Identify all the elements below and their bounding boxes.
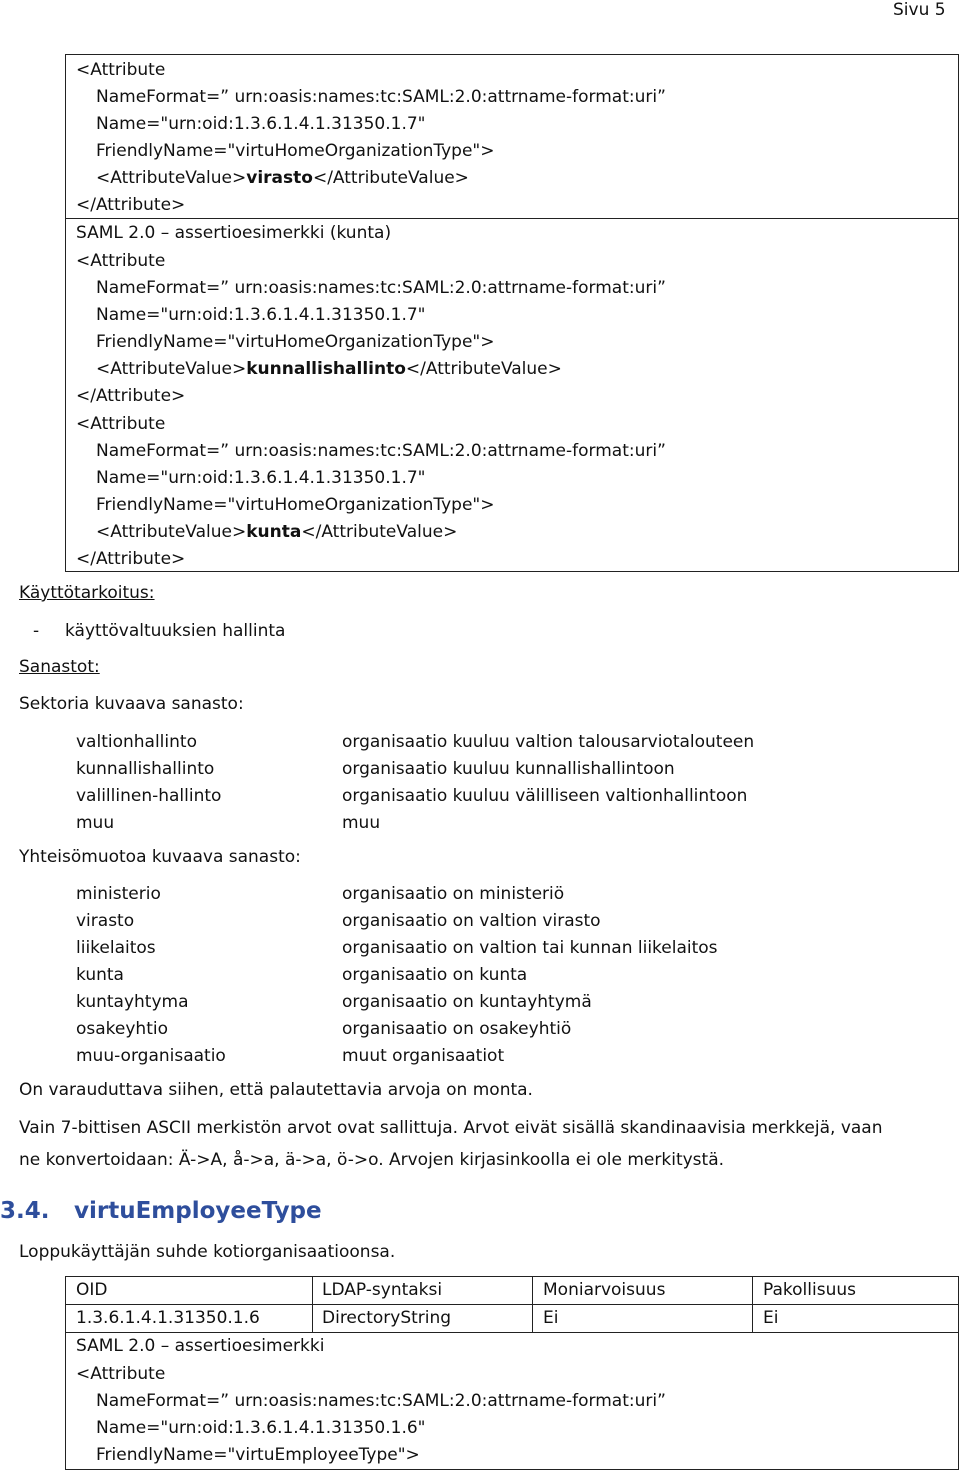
code-line: FriendlyName="virtuHomeOrganizationType"> [96,141,495,161]
vocab-description: organisaatio kuuluu kunnallishallintoon [342,759,675,779]
code-line: <Attribute [76,251,166,271]
section-number: 3.4. [0,1198,50,1224]
vocab-description: organisaatio on ministeriö [342,884,565,904]
code-line: NameFormat=” urn:oasis:names:tc:SAML:2.0:attrname-format:uri” [96,441,666,461]
table-header-cell: OID [76,1280,108,1300]
code-line: NameFormat=” urn:oasis:names:tc:SAML:2.0:attrname-format:uri” [96,87,666,107]
example-heading: SAML 2.0 – assertioesimerkki [76,1336,325,1356]
vocab-term: kunnallishallinto [76,759,215,779]
section-title: virtuEmployeeType [74,1198,322,1224]
vocab-label: Sanastot: [19,657,100,677]
column-divider [752,1277,753,1332]
page-number: Sivu 5 [893,0,946,20]
code-line: Name="urn:oid:1.3.6.1.4.1.31350.1.6" [96,1418,426,1438]
vocab-description: organisaatio on valtion tai kunnan liikelaitos [342,938,718,958]
code-line: NameFormat=” urn:oasis:names:tc:SAML:2.0:attrname-format:uri” [96,1391,666,1411]
table-header-cell: Pakollisuus [763,1280,856,1300]
code-line: <Attribute [76,1364,166,1384]
code-line: <Attribute [76,60,166,80]
column-divider [532,1277,533,1332]
code-line-attribute-value: <AttributeValue>kunta</AttributeValue> [96,522,458,542]
code-line-attribute-value: <AttributeValue>virasto</AttributeValue> [96,168,469,188]
vocab-description: organisaatio on kuntayhtymä [342,992,592,1012]
vocab-term: muu [76,813,115,833]
table-cell: 1.3.6.1.4.1.31350.1.6 [76,1308,260,1328]
code-line: </Attribute> [76,386,186,406]
vocab-term: virasto [76,911,135,931]
table-cell: Ei [763,1308,779,1328]
table-cell: Ei [543,1308,559,1328]
vocab-description: organisaatio kuuluu valtion talousarviotalouteen [342,732,755,752]
code-line: </Attribute> [76,195,186,215]
vocab-term: valillinen-hallinto [76,786,222,806]
divider [66,218,958,219]
code-line: FriendlyName="virtuHomeOrganizationType"> [96,332,495,352]
example-heading: SAML 2.0 – assertioesimerkki (kunta) [76,223,392,243]
code-line: FriendlyName="virtuEmployeeType"> [96,1445,420,1465]
code-line: Name="urn:oid:1.3.6.1.4.1.31350.1.7" [96,468,426,488]
vocab-description: muu [342,813,381,833]
table-cell: DirectoryString [322,1308,452,1328]
code-line: </Attribute> [76,549,186,569]
table-header-cell: LDAP-syntaksi [322,1280,443,1300]
vocab-term: kuntayhtyma [76,992,189,1012]
note-paragraph: ne konvertoidaan: Ä->A, å->a, ä->a, ö->o. Arvojen kirjasinkoolla ei ole merkitystä. [19,1150,725,1170]
vocab-description: organisaatio on osakeyhtiö [342,1019,572,1039]
column-divider [312,1277,313,1332]
vocab-term: kunta [76,965,124,985]
code-line: Name="urn:oid:1.3.6.1.4.1.31350.1.7" [96,114,426,134]
table-header-cell: Moniarvoisuus [543,1280,666,1300]
vocab-description: organisaatio on valtion virasto [342,911,601,931]
usage-item: käyttövaltuuksien hallinta [65,621,286,641]
code-line-attribute-value: <AttributeValue>kunnallishallinto</AttributeValue> [96,359,562,379]
section-description: Loppukäyttäjän suhde kotiorganisaatioonsa. [19,1242,396,1262]
vocab-description: organisaatio on kunta [342,965,528,985]
note-paragraph: On varauduttava siihen, että palautettavia arvoja on monta. [19,1080,533,1100]
saml-example-box [65,54,959,572]
code-line: FriendlyName="virtuHomeOrganizationType"> [96,495,495,515]
bullet: - [33,621,40,641]
vocab-term: osakeyhtio [76,1019,168,1039]
code-line: Name="urn:oid:1.3.6.1.4.1.31350.1.7" [96,305,426,325]
vocab-term: muu-organisaatio [76,1046,226,1066]
code-line: NameFormat=” urn:oasis:names:tc:SAML:2.0:attrname-format:uri” [96,278,666,298]
sector-vocab-label: Sektoria kuvaava sanasto: [19,694,244,714]
vocab-description: muut organisaatiot [342,1046,505,1066]
vocab-term: ministerio [76,884,161,904]
code-line: <Attribute [76,414,166,434]
vocab-term: valtionhallinto [76,732,197,752]
attribute-table [65,1276,959,1470]
form-vocab-label: Yhteisömuotoa kuvaava sanasto: [19,847,301,867]
note-paragraph: Vain 7-bittisen ASCII merkistön arvot ovat sallittuja. Arvot eivät sisällä skandinaavisia merkkejä, vaan [19,1118,883,1138]
vocab-description: organisaatio kuuluu välilliseen valtionhallintoon [342,786,748,806]
vocab-term: liikelaitos [76,938,156,958]
usage-label: Käyttötarkoitus: [19,583,155,603]
